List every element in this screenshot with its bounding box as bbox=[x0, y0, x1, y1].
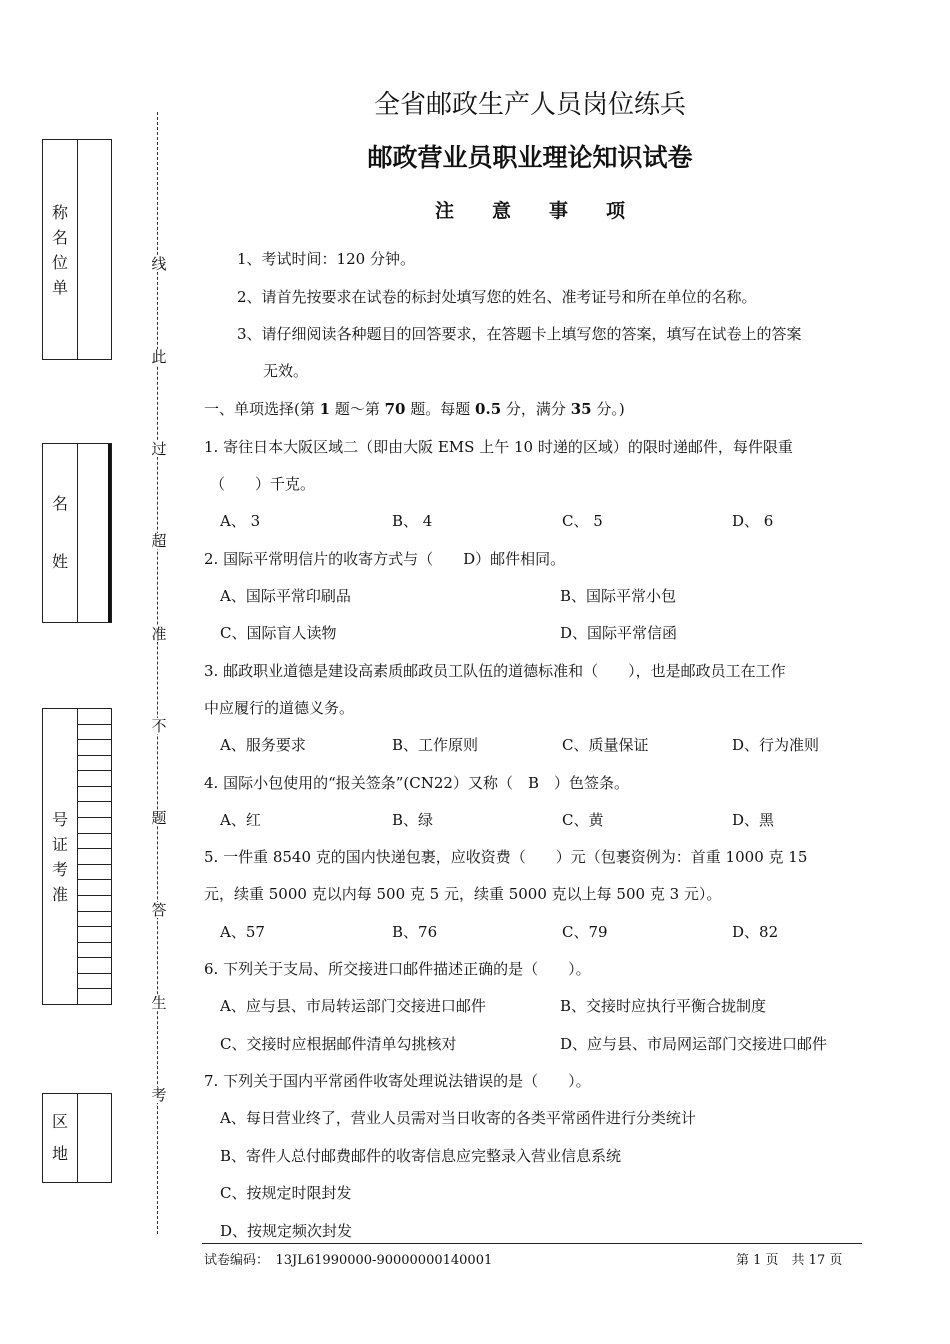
area-field[interactable] bbox=[77, 1094, 111, 1182]
unit-field[interactable] bbox=[77, 140, 111, 359]
ticket-digit-cell[interactable] bbox=[78, 958, 111, 974]
section-heading: 一、单项选择(第 1 题～第 70 题。每题 0.5 分，满分 35 分。) bbox=[204, 400, 625, 418]
cut-line-char: 此 bbox=[151, 348, 167, 366]
ticket-digit-cell[interactable] bbox=[78, 709, 111, 725]
unit-label-char: 单 bbox=[51, 277, 68, 297]
q7-option-b: B、寄件人总付邮费邮件的收寄信息应完整录入营业信息系统 bbox=[220, 1147, 622, 1165]
exam-title: 全省邮政生产人员岗位练兵 bbox=[373, 90, 686, 120]
name-field[interactable] bbox=[77, 444, 111, 622]
q7-option-d: D、按规定频次封发 bbox=[220, 1222, 353, 1240]
unit-label-char: 位 bbox=[51, 252, 68, 272]
q6-option-d: D、应与县、市局网运部门交接进口邮件 bbox=[560, 1035, 828, 1053]
cut-line-char: 题 bbox=[151, 809, 167, 827]
ticket-label bbox=[43, 709, 77, 1004]
unit-box bbox=[42, 139, 112, 360]
question-1-text-cont: （ ）千克。 bbox=[210, 475, 316, 493]
q5-option-a: A、57 bbox=[220, 923, 265, 941]
q6-option-b: B、交接时应执行平衡合拢制度 bbox=[560, 997, 767, 1015]
ticket-digit-cell[interactable] bbox=[78, 802, 111, 818]
q2-option-b: B、国际平常小包 bbox=[560, 587, 677, 605]
ticket-digit-cell[interactable] bbox=[78, 849, 111, 865]
cut-line-char: 线 bbox=[151, 255, 167, 273]
question-3-text-cont: 中应履行的道德义务。 bbox=[204, 699, 355, 717]
cut-line-char: 超 bbox=[151, 532, 167, 550]
footer-rule bbox=[202, 1243, 862, 1244]
notice-title: 注意事项 bbox=[434, 200, 663, 222]
ticket-digit-cell[interactable] bbox=[78, 927, 111, 943]
ticket-label-char: 考 bbox=[51, 859, 68, 879]
ticket-digit-cell[interactable] bbox=[78, 943, 111, 959]
q2-option-c: C、国际盲人读物 bbox=[220, 624, 337, 642]
q4-option-c: C、黄 bbox=[562, 811, 604, 829]
name-label-char: 名 bbox=[51, 494, 68, 513]
ticket-digit-cell[interactable] bbox=[78, 756, 111, 772]
question-3-text: 3. 邮政职业道德是建设高素质邮政员工队伍的道德标准和（ ），也是邮政员工在工作 bbox=[204, 662, 786, 680]
ticket-label-char: 准 bbox=[51, 884, 68, 904]
ticket-digit-cell[interactable] bbox=[78, 771, 111, 787]
note-3: 3、请仔细阅读各种题目的回答要求，在答题卡上填写您的答案，填写在试卷上的答案 bbox=[237, 325, 802, 343]
ticket-digit-cell[interactable] bbox=[78, 787, 111, 803]
q3-option-a: A、服务要求 bbox=[220, 736, 306, 754]
note-2: 2、请首先按要求在试卷的标封处填写您的姓名、准考证号和所在单位的名称。 bbox=[237, 288, 757, 306]
area-label-char: 区 bbox=[51, 1112, 68, 1131]
question-6-text: 6. 下列关于支局、所交接进口邮件描述正确的是（ ）。 bbox=[204, 960, 591, 978]
q3-option-c: C、质量保证 bbox=[562, 736, 649, 754]
q1-option-a: A、 3 bbox=[220, 512, 261, 530]
q6-option-c: C、交接时应根据邮件清单勾挑核对 bbox=[220, 1035, 457, 1053]
unit-label-char: 名 bbox=[51, 227, 68, 247]
q4-option-d: D、黑 bbox=[732, 811, 775, 829]
question-5-text: 5. 一件重 8540 克的国内快递包裹，应收资费（ ）元（包裹资例为：首重 1000 克 15 bbox=[204, 848, 808, 866]
q1-option-d: D、 6 bbox=[732, 512, 774, 530]
ticket-digit-cell[interactable] bbox=[78, 912, 111, 928]
unit-label bbox=[43, 140, 77, 359]
cut-line-char: 过 bbox=[151, 440, 167, 458]
name-box bbox=[42, 443, 112, 623]
q2-option-d: D、国际平常信函 bbox=[560, 624, 678, 642]
ticket-digit-cell[interactable] bbox=[78, 896, 111, 912]
q7-option-c: C、按规定时限封发 bbox=[220, 1184, 352, 1202]
question-2-text: 2. 国际平常明信片的收寄方式与（ D）邮件相同。 bbox=[204, 550, 566, 568]
unit-label-char: 称 bbox=[51, 202, 68, 222]
q4-option-b: B、绿 bbox=[392, 811, 434, 829]
question-1-text: 1. 寄往日本大阪区域二（即由大阪 EMS 上午 10 时递的区域）的限时递邮件，每件限重 bbox=[204, 438, 793, 456]
cut-line-char: 准 bbox=[151, 625, 167, 643]
note-1: 1、考试时间：120 分钟。 bbox=[237, 250, 415, 268]
exam-subtitle: 邮政营业员职业理论知识试卷 bbox=[367, 143, 693, 172]
cut-line-char: 考 bbox=[151, 1086, 167, 1104]
ticket-box bbox=[42, 708, 112, 1005]
ticket-digit-cell[interactable] bbox=[78, 818, 111, 834]
q5-option-d: D、82 bbox=[732, 923, 779, 941]
note-3-cont: 无效。 bbox=[263, 362, 309, 380]
ticket-digit-cell[interactable] bbox=[78, 740, 111, 756]
q3-option-b: B、工作原则 bbox=[392, 736, 479, 754]
question-4-text: 4. 国际小包使用的“报关签条”(CN22）又称（ B ）色签条。 bbox=[204, 774, 629, 792]
area-box bbox=[42, 1093, 112, 1183]
cut-line-char: 答 bbox=[151, 901, 167, 919]
ticket-digit-cell[interactable] bbox=[78, 725, 111, 741]
ticket-digit-cell[interactable] bbox=[78, 989, 111, 1004]
area-label bbox=[43, 1094, 77, 1182]
cut-line-char: 不 bbox=[151, 717, 167, 735]
ticket-digit-cell[interactable] bbox=[78, 834, 111, 850]
q7-option-a: A、每日营业终了，营业人员需对当日收寄的各类平常函件进行分类统计 bbox=[220, 1109, 696, 1127]
binding-cut-line bbox=[157, 112, 158, 1234]
exam-code: 试卷编码： 13JL61990000-90000000140001 bbox=[204, 1253, 493, 1268]
area-label-char: 地 bbox=[51, 1144, 68, 1163]
ticket-number-cells[interactable] bbox=[77, 709, 111, 1004]
question-5-text-cont: 元，续重 5000 克以内每 500 克 5 元，续重 5000 克以上每 500 克 3 元）。 bbox=[204, 885, 722, 903]
q4-option-a: A、红 bbox=[220, 811, 261, 829]
question-7-text: 7. 下列关于国内平常函件收寄处理说法错误的是（ ）。 bbox=[204, 1072, 591, 1090]
ticket-label-char: 证 bbox=[51, 834, 68, 854]
q5-option-b: B、76 bbox=[392, 923, 438, 941]
name-label-char: 姓 bbox=[51, 552, 68, 571]
cut-line-char: 生 bbox=[151, 994, 167, 1012]
ticket-digit-cell[interactable] bbox=[78, 865, 111, 881]
q3-option-d: D、行为准则 bbox=[732, 736, 820, 754]
q1-option-b: B、 4 bbox=[392, 512, 433, 530]
q6-option-a: A、应与县、市局转运部门交接进口邮件 bbox=[220, 997, 486, 1015]
ticket-digit-cell[interactable] bbox=[78, 880, 111, 896]
ticket-digit-cell[interactable] bbox=[78, 974, 111, 990]
q1-option-c: C、 5 bbox=[562, 512, 603, 530]
q5-option-c: C、79 bbox=[562, 923, 608, 941]
name-label bbox=[43, 444, 77, 622]
ticket-label-char: 号 bbox=[51, 809, 68, 829]
q2-option-a: A、国际平常印刷品 bbox=[220, 587, 351, 605]
page-number: 第 1 页 共 17 页 bbox=[736, 1253, 843, 1268]
